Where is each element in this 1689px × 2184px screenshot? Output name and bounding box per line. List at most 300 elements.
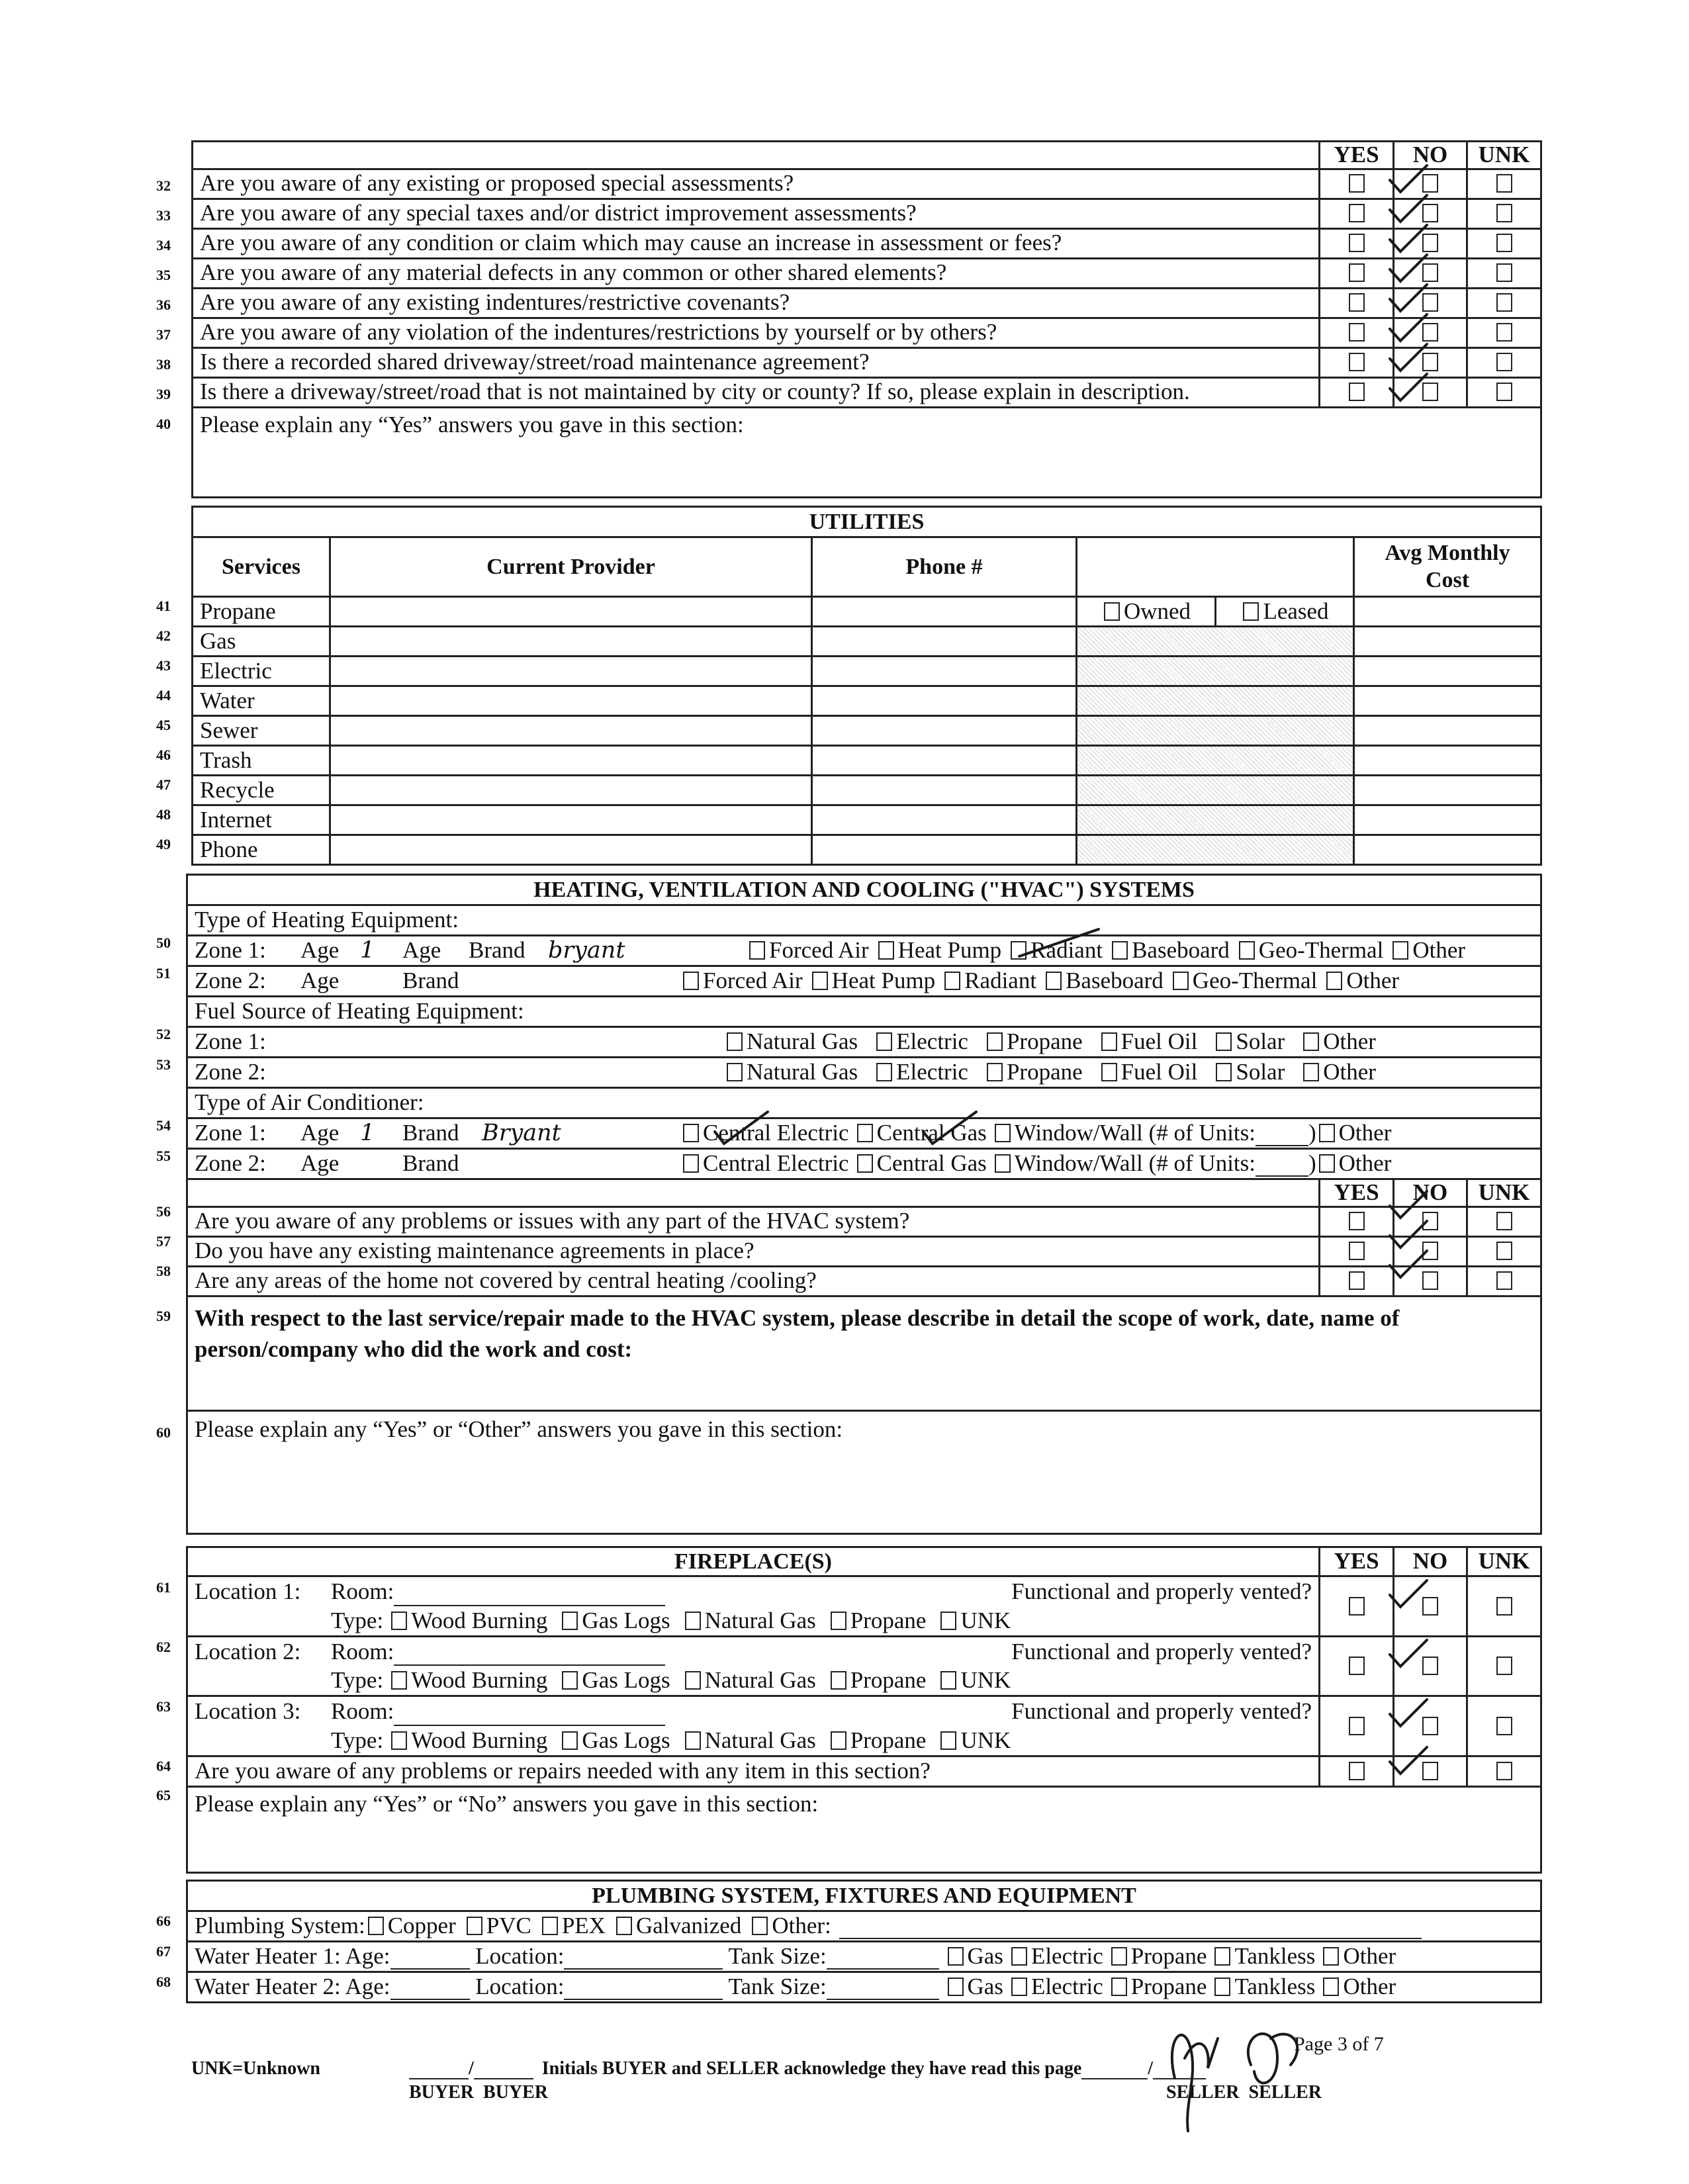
checkbox[interactable] xyxy=(1496,204,1512,222)
checkbox[interactable] xyxy=(1422,234,1438,252)
leased-option[interactable] xyxy=(1216,597,1354,627)
checkbox[interactable] xyxy=(1496,323,1512,341)
checkbox[interactable] xyxy=(1349,263,1365,282)
water-heater-row xyxy=(187,1942,1541,1972)
ownership-shaded xyxy=(1077,627,1354,657)
heat-zone2-opt-4: Geo-Thermal xyxy=(1192,968,1318,994)
checkbox[interactable] xyxy=(1349,293,1365,312)
line-number: 37 xyxy=(156,326,171,343)
fuel-zone2-label: Zone 2: xyxy=(195,1059,266,1085)
fp-problems-no[interactable] xyxy=(1394,1756,1467,1786)
checkbox[interactable] xyxy=(1496,353,1512,371)
checkbox[interactable] xyxy=(1422,1212,1438,1230)
assessment-no[interactable] xyxy=(1394,318,1467,347)
ac-zone2-central-gas-box[interactable] xyxy=(857,1154,873,1173)
provider-header: Current Provider xyxy=(330,537,812,597)
ac-zone1-age-value[interactable]: 1 xyxy=(360,1120,375,1147)
checkbox[interactable] xyxy=(1496,234,1512,252)
assessment-unk[interactable] xyxy=(1467,169,1541,199)
fp-no[interactable] xyxy=(1394,1576,1467,1637)
hvac-explain-box[interactable] xyxy=(187,1410,1541,1533)
fp-yes[interactable] xyxy=(1320,1576,1394,1637)
fp-type-0-box-0[interactable] xyxy=(391,1612,407,1630)
provider-field[interactable] xyxy=(330,716,812,746)
room-field[interactable] xyxy=(394,1706,665,1726)
fp-type-1-opt-2: Natural Gas xyxy=(704,1667,816,1694)
assessment-question: Are you aware of any existing indentures/restrictive covenants? xyxy=(193,288,1320,318)
fp-explain-box[interactable] xyxy=(187,1786,1541,1872)
line-number: 33 xyxy=(156,207,171,224)
heat-zone2-box-4[interactable] xyxy=(1173,972,1189,990)
checkbox[interactable] xyxy=(1349,383,1365,401)
fuel-zone2-box-0[interactable] xyxy=(727,1063,743,1081)
plumbing-box-0[interactable] xyxy=(368,1917,384,1935)
phone-field[interactable] xyxy=(812,597,1077,627)
fp-type-0-box-4[interactable] xyxy=(940,1612,956,1630)
provider-field[interactable] xyxy=(330,776,812,805)
plumbing-table xyxy=(186,1880,1542,2003)
ownership-shaded xyxy=(1077,716,1354,746)
heat-zone2-box-3[interactable] xyxy=(1046,972,1062,990)
assessment-no[interactable] xyxy=(1394,258,1467,288)
heater-label: Water Heater 1: xyxy=(195,1943,341,1970)
provider-field[interactable] xyxy=(330,746,812,776)
fuel-zone2-box-1[interactable] xyxy=(876,1063,892,1081)
heater-0-box-2[interactable] xyxy=(1111,1947,1127,1966)
ac-zone1-window: Window/Wall (# of Units: xyxy=(1014,1120,1255,1146)
fp-type-0-box-3[interactable] xyxy=(831,1612,846,1630)
provider-field[interactable] xyxy=(330,597,812,627)
phone-field[interactable] xyxy=(812,835,1077,865)
checkbox[interactable] xyxy=(1349,1657,1365,1675)
assessment-yes[interactable] xyxy=(1320,258,1394,288)
fuel-zone1-box-4[interactable] xyxy=(1216,1032,1232,1051)
ac-zone2-central-electric: Central Electric xyxy=(703,1150,849,1177)
fp-type-1-box-0[interactable] xyxy=(391,1671,407,1690)
fp-unk[interactable] xyxy=(1467,1636,1541,1696)
assessment-yes[interactable] xyxy=(1320,347,1394,377)
checkbox[interactable] xyxy=(1496,1242,1512,1260)
ac-zone2-central-electric-box[interactable] xyxy=(683,1154,699,1173)
cost-field[interactable] xyxy=(1354,597,1541,627)
checkbox[interactable] xyxy=(1422,1271,1438,1290)
heater-0-box-1[interactable] xyxy=(1011,1947,1027,1966)
checkbox[interactable] xyxy=(1349,1271,1365,1290)
fp-type-2-box-4[interactable] xyxy=(940,1731,956,1750)
checkbox[interactable] xyxy=(1422,174,1438,193)
heat-zone1-box-1[interactable] xyxy=(878,941,894,960)
heat-zone2-opt-5: Other xyxy=(1346,968,1400,994)
checkbox[interactable] xyxy=(1496,293,1512,312)
phone-field[interactable] xyxy=(812,686,1077,716)
fuel-zone2-box-3[interactable] xyxy=(1101,1063,1117,1081)
checkbox[interactable] xyxy=(1496,1271,1512,1290)
phone-field[interactable] xyxy=(812,776,1077,805)
checkbox[interactable] xyxy=(1496,263,1512,282)
hvac-unk[interactable] xyxy=(1467,1206,1541,1236)
checkbox[interactable] xyxy=(1422,293,1438,312)
heater-0-box-4[interactable] xyxy=(1323,1947,1339,1966)
ac-zone2-window-box[interactable] xyxy=(995,1154,1011,1173)
cost-field[interactable] xyxy=(1354,776,1541,805)
fp-type-0-box-2[interactable] xyxy=(685,1612,701,1630)
fuel-zone1-opt-5: Other xyxy=(1323,1028,1376,1055)
ac-zone1-label: Zone 1: xyxy=(195,1120,266,1146)
assessment-yes[interactable] xyxy=(1320,169,1394,199)
fuel-zone1-opt-4: Solar xyxy=(1236,1028,1285,1055)
heater-0-opt-2: Propane xyxy=(1130,1943,1207,1970)
cost-field[interactable] xyxy=(1354,805,1541,835)
fireplace-location xyxy=(187,1576,1320,1637)
checkbox[interactable] xyxy=(1349,204,1365,222)
ac-zone1-brand-label: Brand xyxy=(402,1120,459,1146)
service-name: Recycle xyxy=(193,776,330,805)
line-number: 59 xyxy=(156,1308,171,1324)
hvac-yes[interactable] xyxy=(1320,1206,1394,1236)
checkbox[interactable] xyxy=(1349,234,1365,252)
unk-legend: UNK=Unknown xyxy=(191,2058,320,2079)
cost-field[interactable] xyxy=(1354,657,1541,686)
checkbox[interactable] xyxy=(1349,1762,1365,1780)
explain-yes-box[interactable] xyxy=(193,407,1541,497)
checkbox[interactable] xyxy=(1422,1657,1438,1675)
checkbox[interactable] xyxy=(1422,1762,1438,1780)
heat-zone1-opt-5: Other xyxy=(1412,937,1466,964)
heat-zone1-box-2[interactable] xyxy=(1011,941,1027,960)
fp-type-0-opt-1: Gas Logs xyxy=(582,1607,670,1633)
heater-tank-field[interactable] xyxy=(827,1948,939,1970)
no-header: NO xyxy=(1394,142,1467,169)
checkbox[interactable] xyxy=(1349,1242,1365,1260)
fp-yes[interactable] xyxy=(1320,1636,1394,1696)
fp-type-2-opt-0: Wood Burning xyxy=(411,1727,548,1753)
heat-zone1-box-0[interactable] xyxy=(749,941,765,960)
fp-yes[interactable] xyxy=(1320,1696,1394,1756)
line-number: 36 xyxy=(156,296,171,313)
heater-location-label: Location: xyxy=(475,1974,565,2000)
heat-zone1-age-value[interactable]: 1 xyxy=(360,937,375,964)
hvac-question: Do you have any existing maintenance agreements in place? xyxy=(187,1236,1320,1266)
fireplace-title: FIREPLACE(S) xyxy=(187,1547,1320,1576)
phone-field[interactable] xyxy=(812,716,1077,746)
cost-field[interactable] xyxy=(1354,627,1541,657)
checkbox[interactable] xyxy=(1349,1212,1365,1230)
seller-initial-1[interactable] xyxy=(1081,2061,1148,2079)
fuel-zone2-opt-3: Fuel Oil xyxy=(1120,1059,1198,1085)
ac-zone1-central-gas-box[interactable] xyxy=(857,1124,873,1142)
line-number: 41 xyxy=(156,598,171,614)
plumbing-title: PLUMBING SYSTEM, FIXTURES AND EQUIPMENT xyxy=(187,1881,1541,1911)
fp-unk[interactable] xyxy=(1467,1576,1541,1637)
line-number: 39 xyxy=(156,386,171,402)
hvac-explain-label: Please explain any “Yes” or “Other” answers you gave in this section: xyxy=(195,1416,843,1442)
fuel-zone1-box-0[interactable] xyxy=(727,1032,743,1051)
heater-location-field[interactable] xyxy=(564,1979,723,2000)
heat-zone2-box-2[interactable] xyxy=(944,972,960,990)
checkbox[interactable] xyxy=(1349,1597,1365,1615)
heat-zone1-box-5[interactable] xyxy=(1392,941,1408,960)
heat-zone1-opt-3: Baseboard xyxy=(1132,937,1230,964)
fp-type-1-box-2[interactable] xyxy=(685,1671,701,1690)
plumbing-opt-1: PVC xyxy=(486,1913,531,1939)
heater-age-field[interactable] xyxy=(390,1979,470,2000)
fuel-zone2-box-5[interactable] xyxy=(1303,1063,1319,1081)
assessment-yes[interactable] xyxy=(1320,199,1394,228)
checkbox[interactable] xyxy=(1422,204,1438,222)
assessments-table xyxy=(191,140,1542,498)
heat-zone1-box-3[interactable] xyxy=(1112,941,1128,960)
hvac-unk[interactable] xyxy=(1467,1266,1541,1296)
seller-initial-2[interactable] xyxy=(1153,2061,1206,2079)
provider-field[interactable] xyxy=(330,686,812,716)
fuel-zone2-opt-5: Other xyxy=(1323,1059,1376,1085)
heater-1-opt-4: Other xyxy=(1343,1974,1396,2000)
assessment-unk[interactable] xyxy=(1467,258,1541,288)
checkbox[interactable] xyxy=(1349,174,1365,193)
buyer-initial-2[interactable] xyxy=(474,2061,533,2079)
ac-zone1-central-electric-box[interactable] xyxy=(683,1124,699,1142)
checkbox[interactable] xyxy=(1349,1717,1365,1735)
phone-field[interactable] xyxy=(812,805,1077,835)
cost-field[interactable] xyxy=(1354,835,1541,865)
owned-option[interactable] xyxy=(1077,597,1216,627)
provider-field[interactable] xyxy=(330,805,812,835)
ac-zone1-window-box[interactable] xyxy=(995,1124,1011,1142)
phone-field[interactable] xyxy=(812,657,1077,686)
ac-zone1-other-box[interactable] xyxy=(1319,1124,1335,1142)
assessment-unk[interactable] xyxy=(1467,199,1541,228)
hvac-unk[interactable] xyxy=(1467,1236,1541,1266)
line-number: 47 xyxy=(156,776,171,793)
checkbox[interactable] xyxy=(1496,1717,1512,1735)
checkbox[interactable] xyxy=(1349,323,1365,341)
heat-zone2-brand-label: Brand xyxy=(402,968,459,994)
location-label: Location 2: xyxy=(195,1638,301,1664)
heater-1-box-0[interactable] xyxy=(948,1978,964,1996)
unk-header: UNK xyxy=(1467,142,1541,169)
fuel-zone1-box-3[interactable] xyxy=(1101,1032,1117,1051)
checkbox[interactable] xyxy=(1422,383,1438,401)
checkbox[interactable] xyxy=(1349,353,1365,371)
heater-1-box-1[interactable] xyxy=(1011,1978,1027,1996)
assessment-question: Are you aware of any special taxes and/or district improvement assessments? xyxy=(193,199,1320,228)
fp-type-1-box-1[interactable] xyxy=(562,1671,578,1690)
assessment-no[interactable] xyxy=(1394,347,1467,377)
checkbox[interactable] xyxy=(1496,1657,1512,1675)
hvac-question: Are any areas of the home not covered by central heating /cooling? xyxy=(187,1266,1320,1296)
assessment-yes[interactable] xyxy=(1320,228,1394,258)
assessment-unk[interactable] xyxy=(1467,347,1541,377)
fp-no[interactable] xyxy=(1394,1636,1467,1696)
cost-field[interactable] xyxy=(1354,716,1541,746)
heater-1-box-2[interactable] xyxy=(1111,1978,1127,1996)
checkbox[interactable] xyxy=(1422,353,1438,371)
hvac-q-blank xyxy=(187,1179,1320,1207)
line-number: 35 xyxy=(156,267,171,283)
ac-zone1-units-close: ) xyxy=(1308,1120,1316,1146)
provider-field[interactable] xyxy=(330,657,812,686)
fp-type-1-opt-0: Wood Burning xyxy=(411,1667,548,1694)
assessment-yes[interactable] xyxy=(1320,377,1394,407)
ac-zone2-central-gas: Central Gas xyxy=(876,1150,987,1177)
ac-zone1-other: Other xyxy=(1338,1120,1392,1146)
provider-field[interactable] xyxy=(330,835,812,865)
checkbox[interactable] xyxy=(1243,602,1259,621)
plumbing-other-field[interactable] xyxy=(839,1918,1422,1939)
checkbox[interactable] xyxy=(1104,602,1120,621)
assessment-unk[interactable] xyxy=(1467,228,1541,258)
heater-tank-field[interactable] xyxy=(827,1979,939,2000)
checkbox[interactable] xyxy=(1496,1597,1512,1615)
cost-field[interactable] xyxy=(1354,686,1541,716)
fp-type-2-box-3[interactable] xyxy=(831,1731,846,1750)
functional-label: Functional and properly vented? xyxy=(1011,1698,1312,1724)
ac-zone2-units-close: ) xyxy=(1308,1150,1316,1177)
line-number: 64 xyxy=(156,1758,171,1774)
fuel-zone1-box-2[interactable] xyxy=(987,1032,1003,1051)
heat-zone2-opt-1: Heat Pump xyxy=(831,968,936,994)
heater-age-field[interactable] xyxy=(390,1948,470,1970)
assessment-yes[interactable] xyxy=(1320,318,1394,347)
fp-type-0-opt-4: UNK xyxy=(960,1607,1011,1633)
heat-zone2-box-5[interactable] xyxy=(1326,972,1342,990)
ac-zone1-units-field[interactable] xyxy=(1255,1125,1308,1146)
fuel-zone1-box-1[interactable] xyxy=(876,1032,892,1051)
service-name: Water xyxy=(193,686,330,716)
fp-type-1-opt-4: UNK xyxy=(960,1667,1011,1694)
heat-zone2-opt-2: Radiant xyxy=(964,968,1037,994)
fp-type-1-opt-1: Gas Logs xyxy=(582,1667,670,1694)
page-number: Page 3 of 7 xyxy=(1294,2033,1384,2055)
checkbox[interactable] xyxy=(1422,263,1438,282)
assessment-yes[interactable] xyxy=(1320,288,1394,318)
heater-0-box-3[interactable] xyxy=(1214,1947,1230,1966)
assessment-no[interactable] xyxy=(1394,169,1467,199)
ac-zone1-brand-value[interactable]: Bryant xyxy=(482,1120,561,1147)
fp-type-0-opt-0: Wood Burning xyxy=(411,1607,548,1633)
phone-field[interactable] xyxy=(812,627,1077,657)
fp-problems-unk[interactable] xyxy=(1467,1756,1541,1786)
buyer-initial-1[interactable] xyxy=(409,2061,469,2079)
fp-type-2-box-2[interactable] xyxy=(685,1731,701,1750)
fuel-zone1-box-5[interactable] xyxy=(1303,1032,1319,1051)
heater-tank-label: Tank Size: xyxy=(728,1943,827,1970)
fp-unk[interactable] xyxy=(1467,1696,1541,1756)
fp-no[interactable] xyxy=(1394,1696,1467,1756)
assessment-no[interactable] xyxy=(1394,377,1467,407)
plumbing-box-3[interactable] xyxy=(616,1917,632,1935)
plumbing-box-1[interactable] xyxy=(467,1917,482,1935)
fuel-zone2-box-4[interactable] xyxy=(1216,1063,1232,1081)
assessment-no[interactable] xyxy=(1394,228,1467,258)
fuel-zone1-opt-2: Propane xyxy=(1006,1028,1083,1055)
fuel-zone2-opt-4: Solar xyxy=(1236,1059,1285,1085)
room-field[interactable] xyxy=(394,1646,665,1666)
heat-zone1-box-4[interactable] xyxy=(1239,941,1255,960)
checkbox[interactable] xyxy=(1422,1717,1438,1735)
ac-zone2-other: Other xyxy=(1338,1150,1392,1177)
checkbox[interactable] xyxy=(1496,383,1512,401)
line-number: 55 xyxy=(156,1148,171,1164)
seller-slash: / xyxy=(1148,2058,1154,2079)
hvac-no[interactable] xyxy=(1394,1266,1467,1296)
assessment-unk[interactable] xyxy=(1467,318,1541,347)
heat-zone1-brand-value[interactable]: bryant xyxy=(548,937,625,964)
fuel-zone2-box-2[interactable] xyxy=(987,1063,1003,1081)
plumbing-box-4[interactable] xyxy=(752,1917,768,1935)
room-field[interactable] xyxy=(394,1586,665,1606)
heat-zone2-box-1[interactable] xyxy=(812,972,828,990)
assessment-unk[interactable] xyxy=(1467,377,1541,407)
heater-location-field[interactable] xyxy=(564,1948,723,1970)
heater-0-opt-3: Tankless xyxy=(1234,1943,1316,1970)
fp-type-2-box-0[interactable] xyxy=(391,1731,407,1750)
heater-1-box-3[interactable] xyxy=(1214,1978,1230,1996)
services-header: Services xyxy=(193,537,330,597)
cost-field[interactable] xyxy=(1354,746,1541,776)
functional-label: Functional and properly vented? xyxy=(1011,1638,1312,1664)
assessment-no[interactable] xyxy=(1394,288,1467,318)
fuel-zone1-row xyxy=(187,1027,1541,1058)
fp-type-1-box-3[interactable] xyxy=(831,1671,846,1690)
fp-type-1-box-4[interactable] xyxy=(940,1671,956,1690)
last-service-box[interactable] xyxy=(187,1296,1541,1410)
assessment-question: Are you aware of any condition or claim which may cause an increase in assessment or fees? xyxy=(193,228,1320,258)
line-number: 58 xyxy=(156,1263,171,1279)
room-label: Room: xyxy=(331,1698,394,1724)
checkbox[interactable] xyxy=(1496,174,1512,193)
heater-label: Water Heater 2: xyxy=(195,1974,341,2000)
line-number: 50 xyxy=(156,934,171,951)
hvac-no[interactable] xyxy=(1394,1236,1467,1266)
heat-type-label: Type of Heating Equipment: xyxy=(187,905,1541,936)
heat-zone2-box-0[interactable] xyxy=(683,972,699,990)
fuel-zone1-opt-1: Electric xyxy=(896,1028,968,1055)
ownership-shaded xyxy=(1077,776,1354,805)
hvac-yes[interactable] xyxy=(1320,1236,1394,1266)
assessment-unk[interactable] xyxy=(1467,288,1541,318)
heater-1-box-4[interactable] xyxy=(1323,1978,1339,1996)
fp-problems-yes[interactable] xyxy=(1320,1756,1394,1786)
checkbox[interactable] xyxy=(1496,1212,1512,1230)
heater-0-box-0[interactable] xyxy=(948,1947,964,1966)
fp-type-2-box-1[interactable] xyxy=(562,1731,578,1750)
fp-type-2-opt-2: Natural Gas xyxy=(704,1727,816,1753)
ac-zone1-age-label: Age xyxy=(300,1120,340,1146)
yes-header: YES xyxy=(1320,142,1394,169)
fuel-zone2-opt-2: Propane xyxy=(1006,1059,1083,1085)
plumbing-box-2[interactable] xyxy=(542,1917,558,1935)
checkbox[interactable] xyxy=(1422,1597,1438,1615)
checkbox[interactable] xyxy=(1422,323,1438,341)
fuel-label: Fuel Source of Heating Equipment: xyxy=(187,997,1541,1027)
assessment-no[interactable] xyxy=(1394,199,1467,228)
heat-zone1-opt-0: Forced Air xyxy=(769,937,869,964)
checkbox[interactable] xyxy=(1422,1242,1438,1260)
hvac-yes[interactable] xyxy=(1320,1266,1394,1296)
fp-type-0-box-1[interactable] xyxy=(562,1612,578,1630)
ac-zone2-units-field[interactable] xyxy=(1255,1156,1308,1177)
line-number: 67 xyxy=(156,1943,171,1960)
phone-field[interactable] xyxy=(812,746,1077,776)
provider-field[interactable] xyxy=(330,627,812,657)
line-number: 68 xyxy=(156,1974,171,1990)
line-number: 46 xyxy=(156,747,171,763)
hvac-no[interactable] xyxy=(1394,1206,1467,1236)
plumbing-opt-4: Other: xyxy=(772,1913,831,1939)
checkbox[interactable] xyxy=(1496,1762,1512,1780)
ac-zone2-other-box[interactable] xyxy=(1319,1154,1335,1173)
